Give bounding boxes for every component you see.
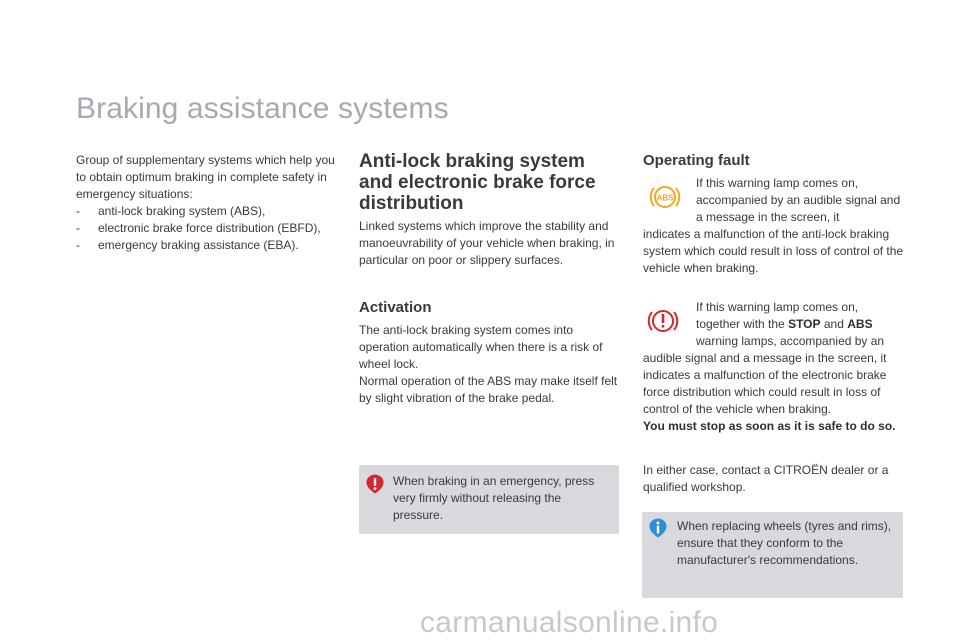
bullet-text-eba: emergency braking assistance (EBA).	[98, 238, 299, 252]
stop-word: STOP	[788, 317, 821, 331]
fault-abs-text	[643, 175, 905, 277]
abs-section-text: Linked systems which improve the stability and manoeuvrability of your vehicle when braking, in particular on poor or slippery surfaces.	[359, 219, 615, 267]
must-stop-warning: You must stop as soon as it is safe to do so.	[643, 419, 896, 433]
list-item	[76, 203, 338, 220]
fault-ebfd-lead-a: If this warning lamp comes on, together with the	[696, 300, 859, 331]
intro-block	[76, 152, 338, 254]
page-title: Braking assistance systems	[76, 92, 449, 125]
fault-abs-rest: indicates a malfunction of the anti-lock braking system which could result in loss of control of the vehicle when braking.	[643, 227, 904, 275]
list-item	[76, 220, 338, 237]
activation-text-1: The anti-lock braking system comes into operation automatically when there is a risk of wheel lock.	[359, 323, 603, 371]
bullet-dash: -	[76, 238, 80, 252]
wheels-note-text: When replacing wheels (tyres and rims), ensure that they conform to the manufacturer's recommendations.	[677, 519, 892, 567]
watermark: carmanualsonline.info	[420, 606, 719, 639]
either-case-text: In either case, contact a CITROËN dealer or a qualified workshop.	[643, 463, 889, 494]
emergency-note-box	[359, 465, 619, 534]
wheels-note-box	[642, 512, 903, 598]
bullet-text-abs: anti-lock braking system (ABS),	[98, 204, 266, 218]
fault-abs-lead: If this warning lamp comes on, accompanied by an audible signal and a message in the screen, it	[696, 176, 901, 224]
bullet-dash: -	[76, 221, 80, 235]
operating-fault-heading: Operating fault	[643, 152, 750, 169]
warning-icon	[366, 474, 384, 494]
fault-ebfd-lead	[643, 299, 905, 350]
activation-text-2: Normal operation of the ABS may make itself felt by slight vibration of the brake pedal.	[359, 374, 618, 405]
list-item	[76, 237, 338, 254]
activation-text	[359, 322, 621, 407]
intro-text: Group of supplementary systems which help you to obtain optimum braking in complete safety in emergency situations:	[76, 153, 335, 201]
abs-word: ABS	[847, 317, 873, 331]
abs-section-heading: Anti-lock braking system and electronic brake force distribution	[359, 151, 596, 214]
and-word: and	[820, 317, 848, 331]
abs-lamp-label: ABS	[656, 193, 674, 203]
emergency-note-text: When braking in an emergency, press very firmly without releasing the pressure.	[393, 474, 595, 522]
intro-bullet-list	[76, 203, 338, 254]
fault-ebfd-lead-b: warning lamps, accompanied by an	[696, 334, 885, 348]
bullet-dash: -	[76, 204, 80, 218]
activation-heading: Activation	[359, 299, 432, 316]
info-icon	[649, 518, 667, 538]
fault-ebfd-text	[643, 299, 905, 435]
fault-ebfd-rest: audible signal and a message in the screen, it indicates a malfunction of the electronic brake force distribution which could result in loss of control of the vehicle when braking.	[643, 351, 887, 416]
bullet-text-ebfd: electronic brake force distribution (EBFD),	[98, 221, 321, 235]
